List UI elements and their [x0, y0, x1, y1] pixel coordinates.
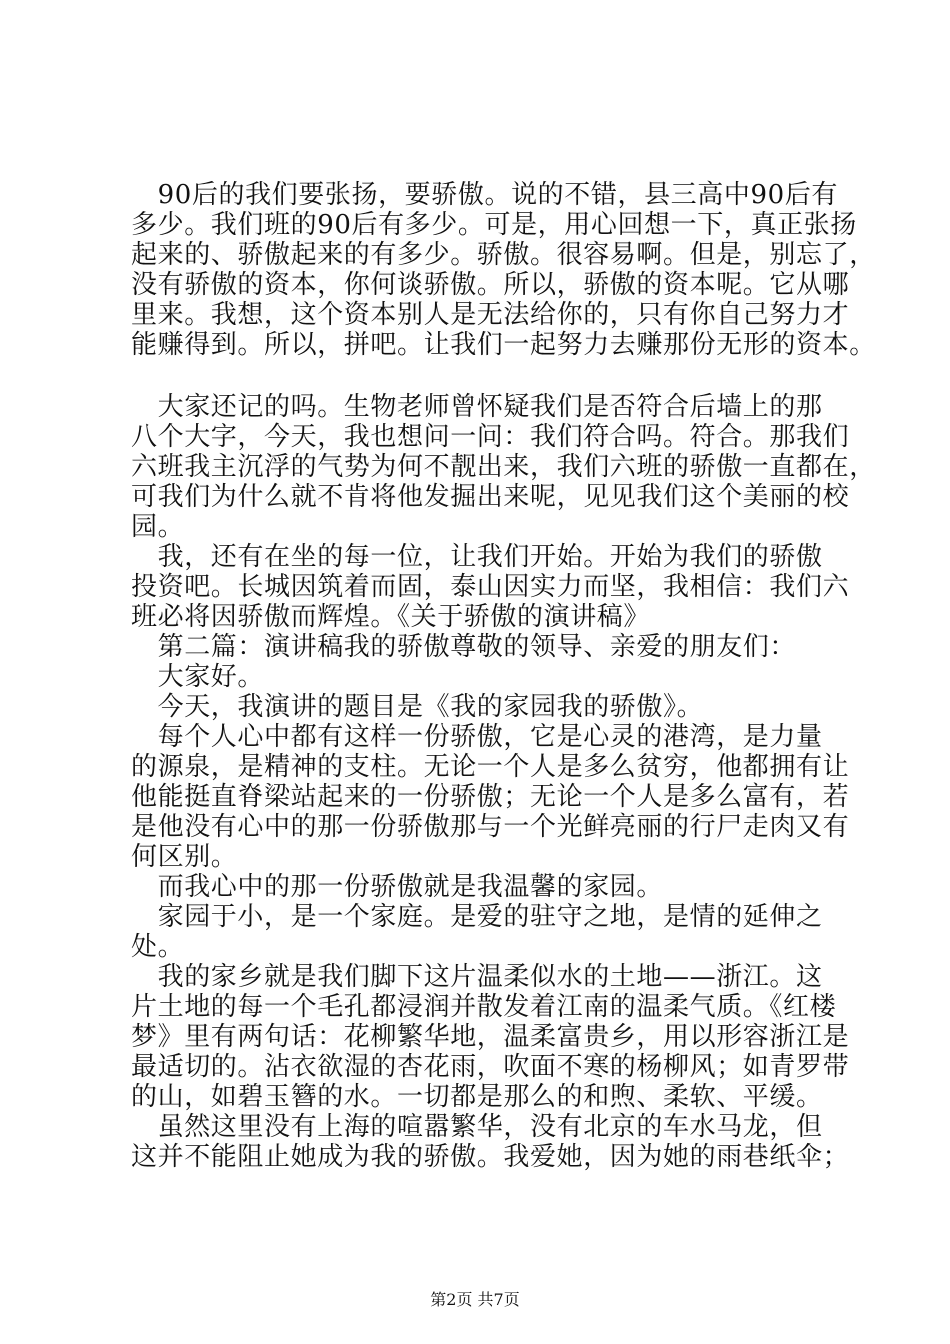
text-line: 大家好。: [131, 662, 265, 692]
text-line: 六班我主沉浮的气势为何不靓出来，我们六班的骄傲一直都在，: [131, 452, 876, 482]
text-line: 处。: [131, 932, 185, 962]
text-line: 最适切的。沾衣欲湿的杏花雨，吹面不寒的杨柳风；如青罗带: [131, 1052, 850, 1082]
text-line: 是他没有心中的那一份骄傲那与一个光鲜亮丽的行尸走肉又有: [131, 812, 850, 842]
text-line: 多少。我们班的90后有多少。可是，用心回想一下，真正张扬: [131, 210, 857, 240]
text-line: 我的家乡就是我们脚下这片温柔似水的土地——浙江。这: [131, 962, 823, 992]
text-line: 他能挺直脊梁站起来的一份骄傲；无论一个人是多么富有，若: [131, 782, 850, 812]
text-line: 没有骄傲的资本，你何谈骄傲。所以，骄傲的资本呢。它从哪: [131, 270, 850, 300]
text-line: 今天，我演讲的题目是《我的家园我的骄傲》。: [131, 692, 704, 722]
text-line: 能赚得到。所以，拼吧。让我们一起努力去赚那份无形的资本。: [131, 330, 876, 360]
text-line: 八个大字，今天，我也想问一问：我们符合吗。符合。那我们: [131, 422, 850, 452]
text-line: 的山，如碧玉簪的水。一切都是那么的和煦、柔软、平缓。: [131, 1082, 823, 1112]
text-line: 90后的我们要张扬，要骄傲。说的不错，县三高中90后有: [131, 180, 838, 210]
text-line: 第二篇：演讲稿我的骄傲尊敬的领导、亲爱的朋友们：: [131, 632, 797, 662]
text-line: 这并不能阻止她成为我的骄傲。我爱她，因为她的雨巷纸伞；: [131, 1142, 850, 1172]
text-line: 每个人心中都有这样一份骄傲，它是心灵的港湾，是力量: [131, 722, 823, 752]
text-line: 的源泉，是精神的支柱。无论一个人是多么贫穷，他都拥有让: [131, 752, 850, 782]
text-line: 而我心中的那一份骄傲就是我温馨的家园。: [131, 872, 664, 902]
text-line: 片土地的每一个毛孔都浸润并散发着江南的温柔气质。《红楼: [131, 992, 837, 1022]
text-line: 梦》里有两句话：花柳繁华地，温柔富贵乡，用以形容浙江是: [131, 1022, 850, 1052]
page-footer: 第2页 共7页: [430, 1290, 520, 1309]
text-line: 大家还记的吗。生物老师曾怀疑我们是否符合后墙上的那: [131, 392, 823, 422]
text-line: 我，还有在坐的每一位，让我们开始。开始为我们的骄傲: [131, 542, 823, 572]
text-line: 起来的、骄傲起来的有多少。骄傲。很容易啊。但是，别忘了，: [131, 240, 876, 270]
text-line: 投资吧。长城因筑着而固，泰山因实力而坚，我相信：我们六: [131, 572, 850, 602]
text-line: 可我们为什么就不肯将他发掘出来呢，见见我们这个美丽的校: [131, 482, 850, 512]
text-line: 家园于小，是一个家庭。是爱的驻守之地，是情的延伸之: [131, 902, 823, 932]
text-line: 班必将因骄傲而辉煌。《关于骄傲的演讲稿》: [131, 602, 651, 632]
text-line: 何区别。: [131, 842, 238, 872]
text-line: 园。: [131, 512, 185, 542]
text-line: 虽然这里没有上海的喧嚣繁华，没有北京的车水马龙，但: [131, 1112, 823, 1142]
text-line: 里来。我想，这个资本别人是无法给你的，只有你自己努力才: [131, 300, 850, 330]
